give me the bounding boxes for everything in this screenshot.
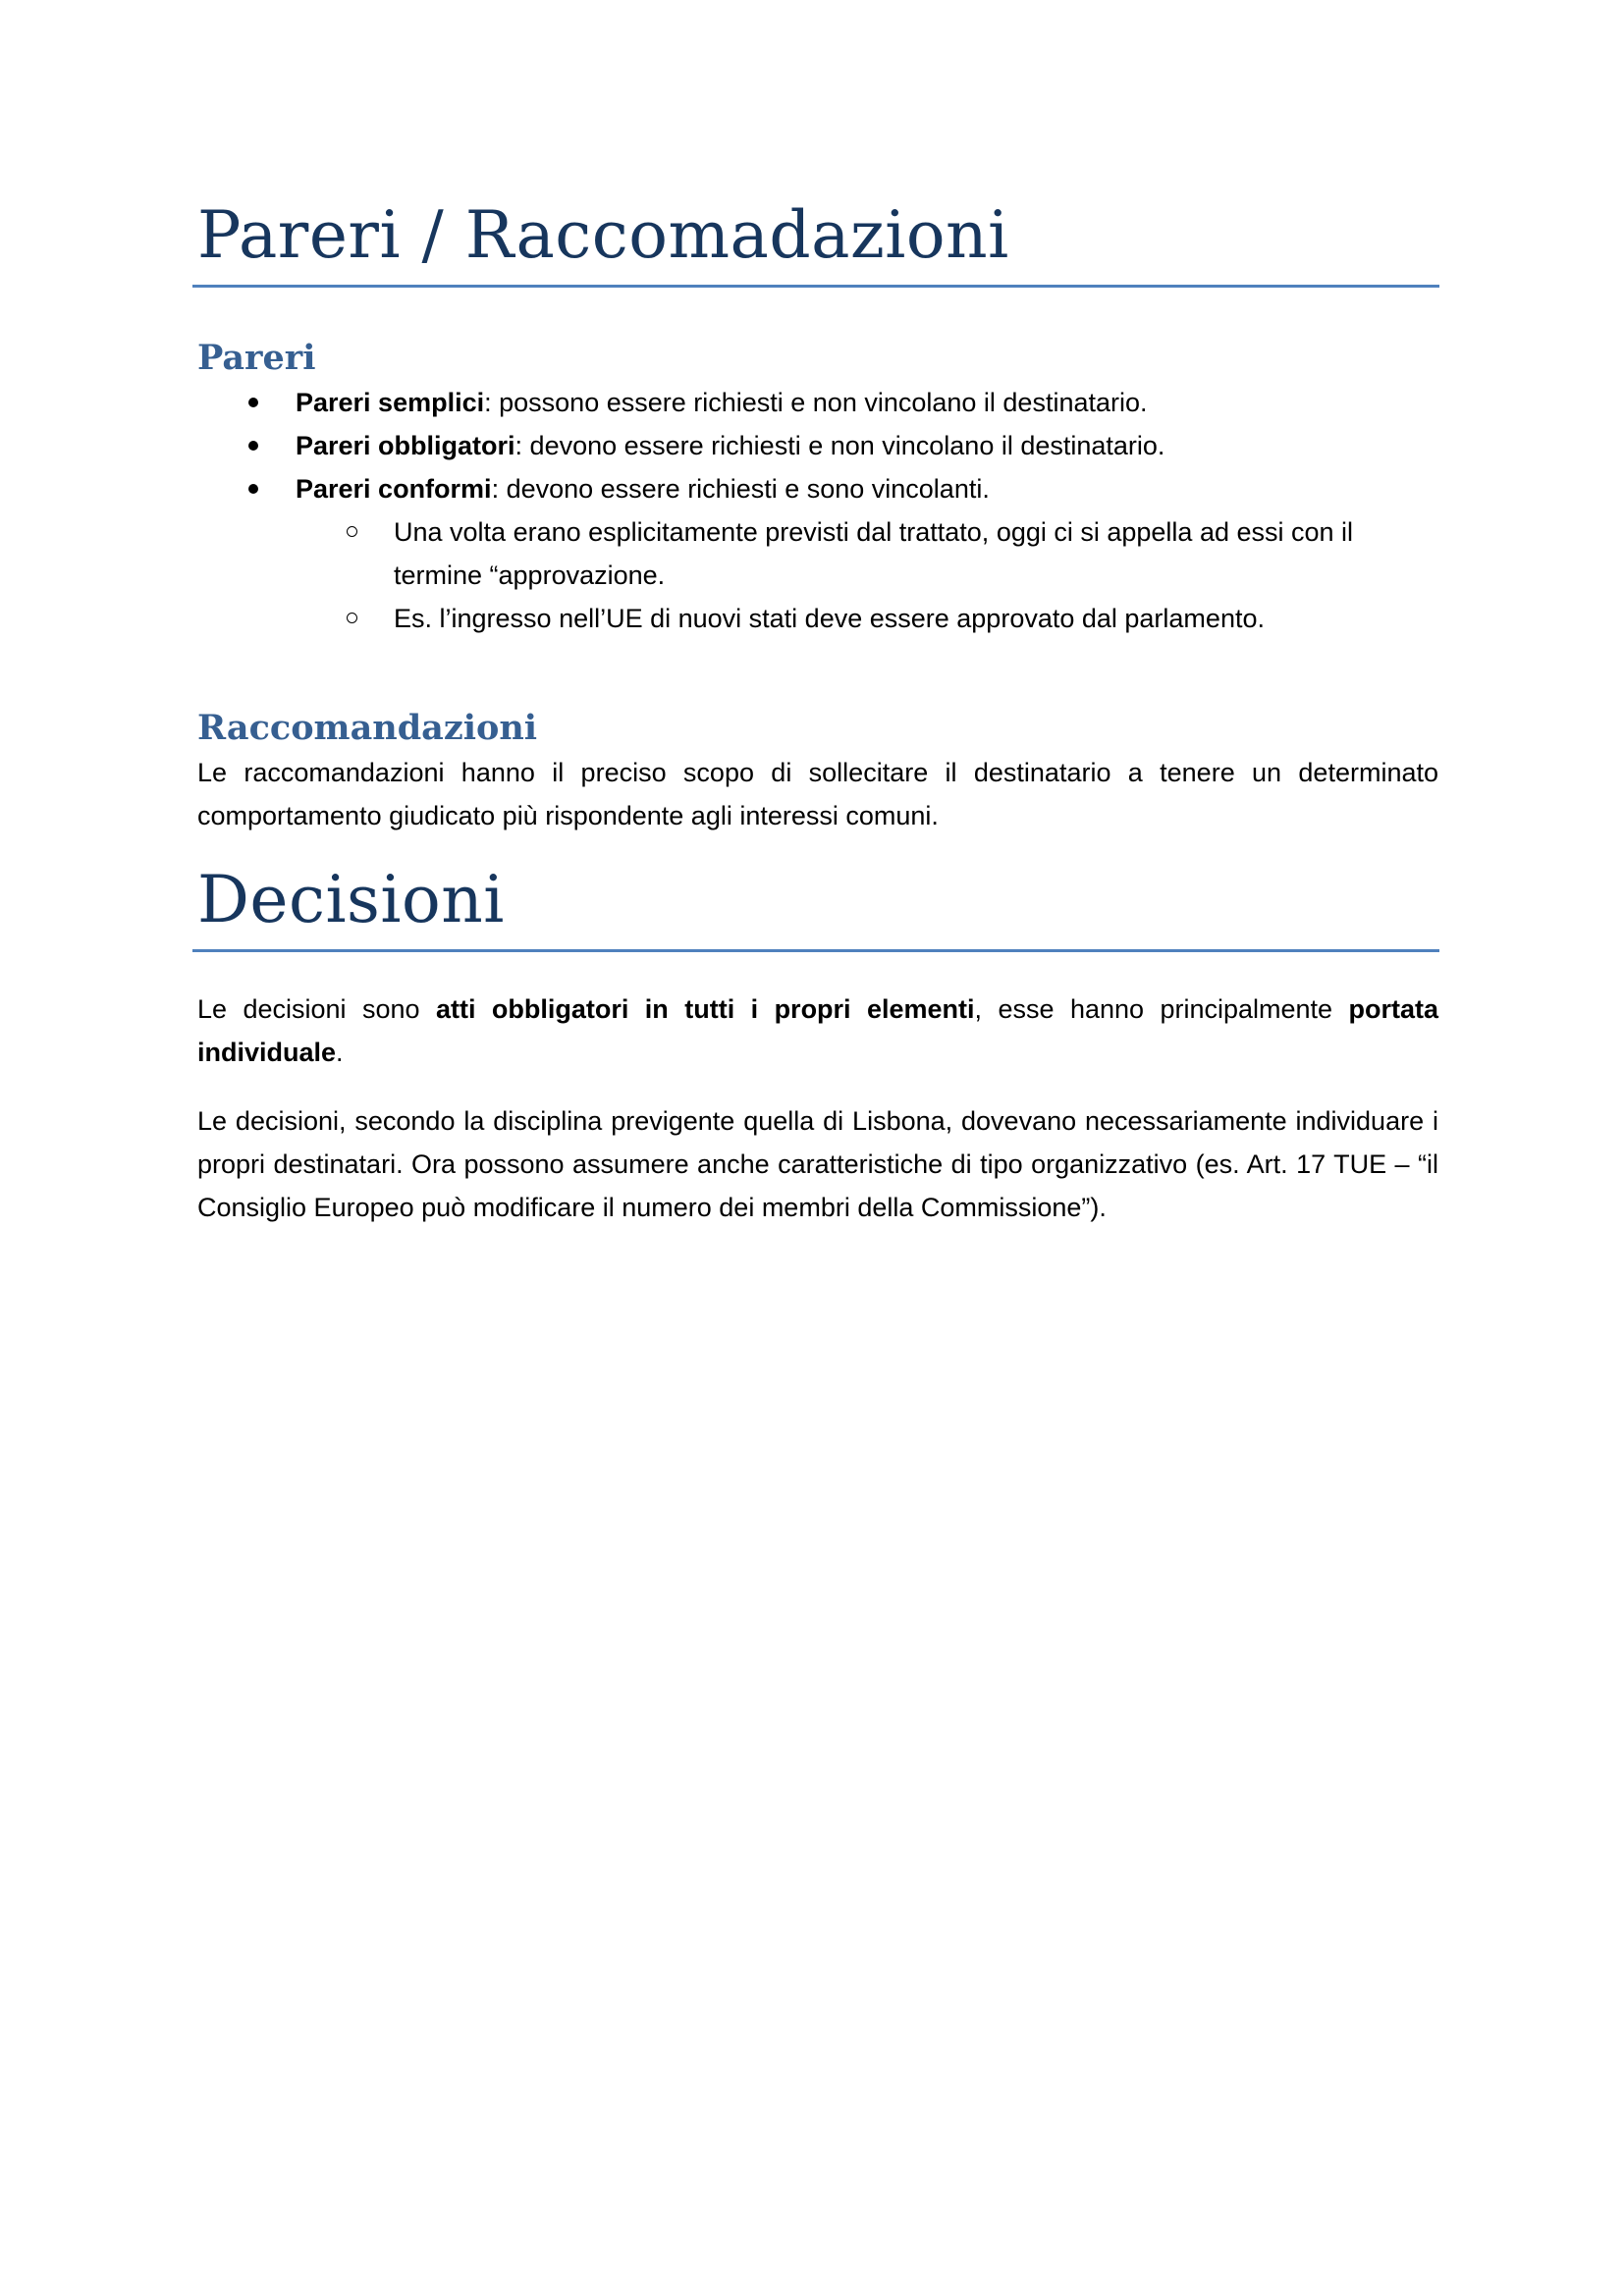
bullet-icon	[248, 441, 258, 451]
pareri-conformi-sublist	[197, 510, 1438, 640]
list-item	[197, 467, 1438, 510]
subheading-pareri: Pareri	[197, 338, 316, 378]
hollow-bullet-icon	[347, 613, 357, 623]
list-item-term: Pareri semplici	[296, 388, 485, 417]
list-item-text: : devono essere richiesti e sono vincolanti.	[491, 474, 990, 504]
list-item-text: : devono essere richiesti e non vincolano il destinatario.	[514, 431, 1165, 460]
paragraph-bold-text: atti obbligatori in tutti i propri elementi	[435, 994, 975, 1024]
title-underline	[192, 949, 1439, 952]
bullet-icon	[248, 398, 258, 407]
subheading-raccomandazioni: Raccomandazioni	[197, 708, 538, 748]
page-content	[197, 194, 1438, 1229]
title-underline	[192, 285, 1439, 288]
section-title-decisioni: Decisioni	[197, 862, 505, 937]
decisioni-paragraph-2: Le decisioni, secondo la disciplina previgente quella di Lisbona, dovevano necessariamente individuare i propri destinatari. Ora possono assumere anche caratteristiche di tipo organizzativo (es. Art. 17 TUE – “il Consiglio Europeo può modificare il numero dei membri della Commissione”).	[197, 1106, 1438, 1222]
decisioni-paragraph-1	[197, 988, 1438, 1074]
sublist-item	[197, 510, 1438, 597]
sublist-item	[197, 597, 1438, 640]
sublist-item-text: Una volta erano esplicitamente previsti dal trattato, oggi ci si appella ad essi con il termine “approvazione.	[394, 517, 1354, 590]
list-item	[197, 381, 1438, 424]
list-item-term: Pareri obbligatori	[296, 431, 515, 460]
section-title-pareri-raccomandazioni: Pareri / Raccomadazioni	[197, 197, 1009, 273]
paragraph-text: , esse hanno principalmente	[974, 994, 1349, 1024]
paragraph-text: Le decisioni sono	[197, 994, 436, 1024]
pareri-list	[197, 381, 1438, 510]
paragraph-text: .	[336, 1038, 344, 1067]
sublist-item-text: Es. l’ingresso nell’UE di nuovi stati deve essere approvato dal parlamento.	[394, 604, 1265, 633]
list-item-term: Pareri conformi	[296, 474, 492, 504]
hollow-bullet-icon	[347, 526, 357, 537]
bullet-icon	[248, 484, 258, 494]
list-item	[197, 424, 1438, 467]
paragraph-bold-text: portata individuale	[197, 994, 1439, 1067]
raccomandazioni-paragraph: Le raccomandazioni hanno il preciso scopo di sollecitare il destinatario a tenere un determinato comportamento giudicato più rispondente agli interessi comuni.	[197, 758, 1438, 830]
list-item-text: : possono essere richiesti e non vincolano il destinatario.	[484, 388, 1148, 417]
